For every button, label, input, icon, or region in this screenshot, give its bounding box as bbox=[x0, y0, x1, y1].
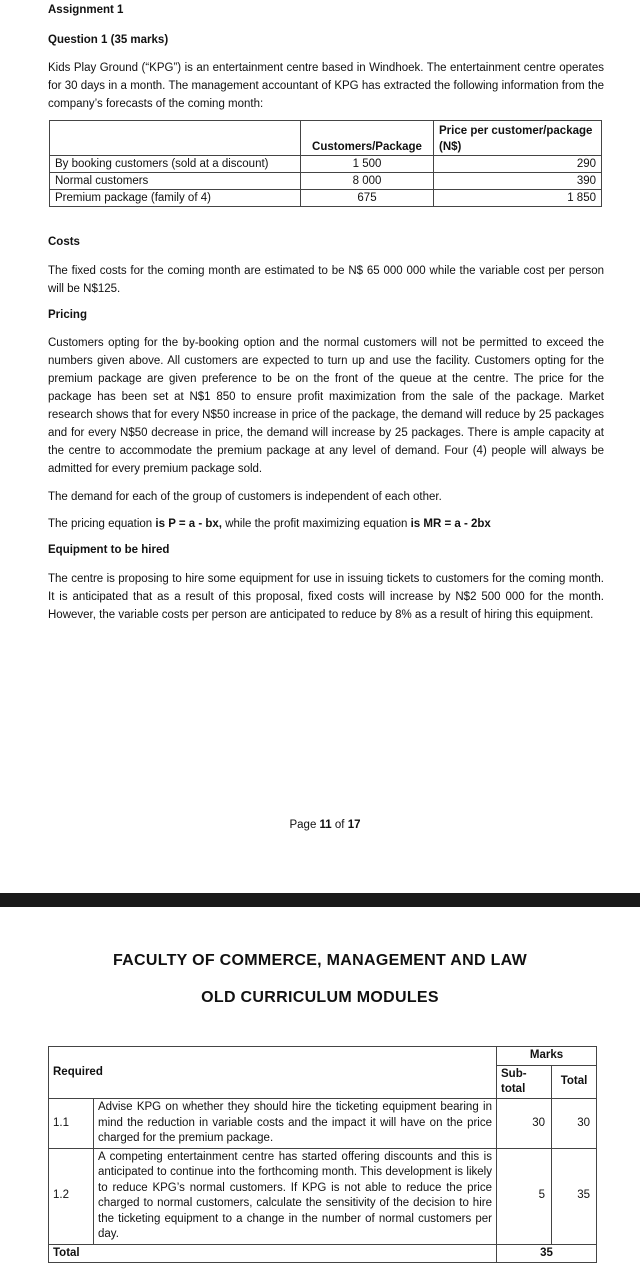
row-label: Normal customers bbox=[50, 173, 301, 190]
costs-text: The fixed costs for the coming month are estimated to be N$ 65 000 000 while the variable cost per person will be N$125. bbox=[48, 265, 604, 295]
marks-table bbox=[48, 1046, 597, 1263]
marks-header-row bbox=[49, 1047, 597, 1066]
required-header: Required bbox=[49, 1047, 497, 1099]
subtotal-value: 30 bbox=[497, 1099, 552, 1149]
row-price: 290 bbox=[434, 156, 602, 173]
row-label: Premium package (family of 4) bbox=[50, 190, 301, 207]
row-label: By booking customers (sold at a discount) bbox=[50, 156, 301, 173]
row-customers: 1 500 bbox=[301, 156, 434, 173]
page-divider bbox=[0, 893, 640, 907]
price-table bbox=[49, 120, 602, 207]
table-row bbox=[49, 1148, 597, 1244]
question-number: 1.2 bbox=[49, 1148, 94, 1244]
assignment-title: Assignment 1 bbox=[48, 4, 124, 16]
table-row bbox=[50, 190, 602, 207]
page-number bbox=[0, 819, 640, 831]
marks-header: Marks bbox=[497, 1047, 597, 1066]
row-customers: 675 bbox=[301, 190, 434, 207]
grand-total: 35 bbox=[497, 1244, 597, 1263]
faculty-title: FACULTY OF COMMERCE, MANAGEMENT AND LAW bbox=[112, 952, 528, 969]
page-total: 17 bbox=[347, 819, 361, 831]
costs-heading: Costs bbox=[48, 236, 80, 248]
customers-header: Customers/Package bbox=[301, 121, 434, 156]
total-value: 35 bbox=[552, 1148, 597, 1244]
table-row bbox=[49, 1099, 597, 1149]
page-current: 11 bbox=[319, 819, 332, 831]
equipment-text: The centre is proposing to hire some equipment for use in issuing tickets to customers for the coming month. It is anticipated that as a result of this proposal, fixed costs will increase by N$2 500 000 for the month. However, the variable costs per person are anticipated to reduce by 8% as a result of hiring this equipment. bbox=[48, 573, 604, 621]
row-price: 390 bbox=[434, 173, 602, 190]
total-value: 30 bbox=[552, 1099, 597, 1149]
question-title: Question 1 (35 marks) bbox=[48, 34, 169, 46]
equation-prefix: The pricing equation bbox=[48, 518, 156, 530]
question-text: A competing entertainment centre has started offering discounts and this is anticipated to continue into the forthcoming month. This development is likely to reduce KPG’s normal customers. If KPG is not able to reduce the price charged to normal customers, calculate the sensitivity of the decision to hire the ticketing equipment to a change in the number of normal customers per day. bbox=[94, 1148, 497, 1244]
equation-text bbox=[48, 515, 604, 533]
price-header: Price per customer/package (N$) bbox=[434, 121, 602, 156]
table-row bbox=[50, 173, 602, 190]
total-row bbox=[49, 1244, 597, 1263]
total-header: Total bbox=[552, 1066, 597, 1099]
pricing-equation: is P = a - bx, bbox=[155, 518, 222, 530]
table-row bbox=[50, 156, 602, 173]
equation-middle: while the profit maximizing equation bbox=[222, 518, 411, 530]
page-of: of bbox=[331, 819, 348, 831]
subtotal-value: 5 bbox=[497, 1148, 552, 1244]
row-price: 1 850 bbox=[434, 190, 602, 207]
question-text: Advise KPG on whether they should hire the ticketing equipment bearing in mind the reduction in variable costs and the impact it will have on the price charged for the premium package. bbox=[94, 1099, 497, 1149]
pricing-text: Customers opting for the by-booking option and the normal customers will not be permitted to exceed the numbers given above. All customers are expected to turn up and use the facility. Customers opting for the premium package are given preference to be on the front of the queue at the centre. The price for the package has been set at N$1 850 to ensure profit maximization from the sale of the package. Market research shows that for every N$50 increase in price of the package, the demand will reduce by 25 packages and for every N$50 decrease in price, the demand will increase by 25 packages. There is ample capacity at the centre to accommodate the premium package at any level of demand. Four (4) people will always be admitted for every premium package sold. bbox=[48, 337, 604, 475]
subtotal-header: Sub-total bbox=[497, 1066, 552, 1099]
total-label: Total bbox=[49, 1244, 497, 1263]
intro-paragraph: Kids Play Ground (“KPG”) is an entertainment centre based in Windhoek. The entertainment centre operates for 30 days in a month. The management accountant of KPG has extracted the following information from the company’s forecasts of the coming month: bbox=[48, 62, 604, 110]
curriculum-title: OLD CURRICULUM MODULES bbox=[201, 989, 439, 1006]
question-number: 1.1 bbox=[49, 1099, 94, 1149]
equipment-heading: Equipment to be hired bbox=[48, 544, 170, 556]
page-prefix: Page bbox=[289, 819, 320, 831]
independence-text: The demand for each of the group of customers is independent of each other. bbox=[48, 491, 442, 503]
pricing-heading: Pricing bbox=[48, 309, 87, 321]
profit-equation: is MR = a - 2bx bbox=[410, 518, 491, 530]
row-customers: 8 000 bbox=[301, 173, 434, 190]
price-table-header bbox=[50, 121, 602, 156]
